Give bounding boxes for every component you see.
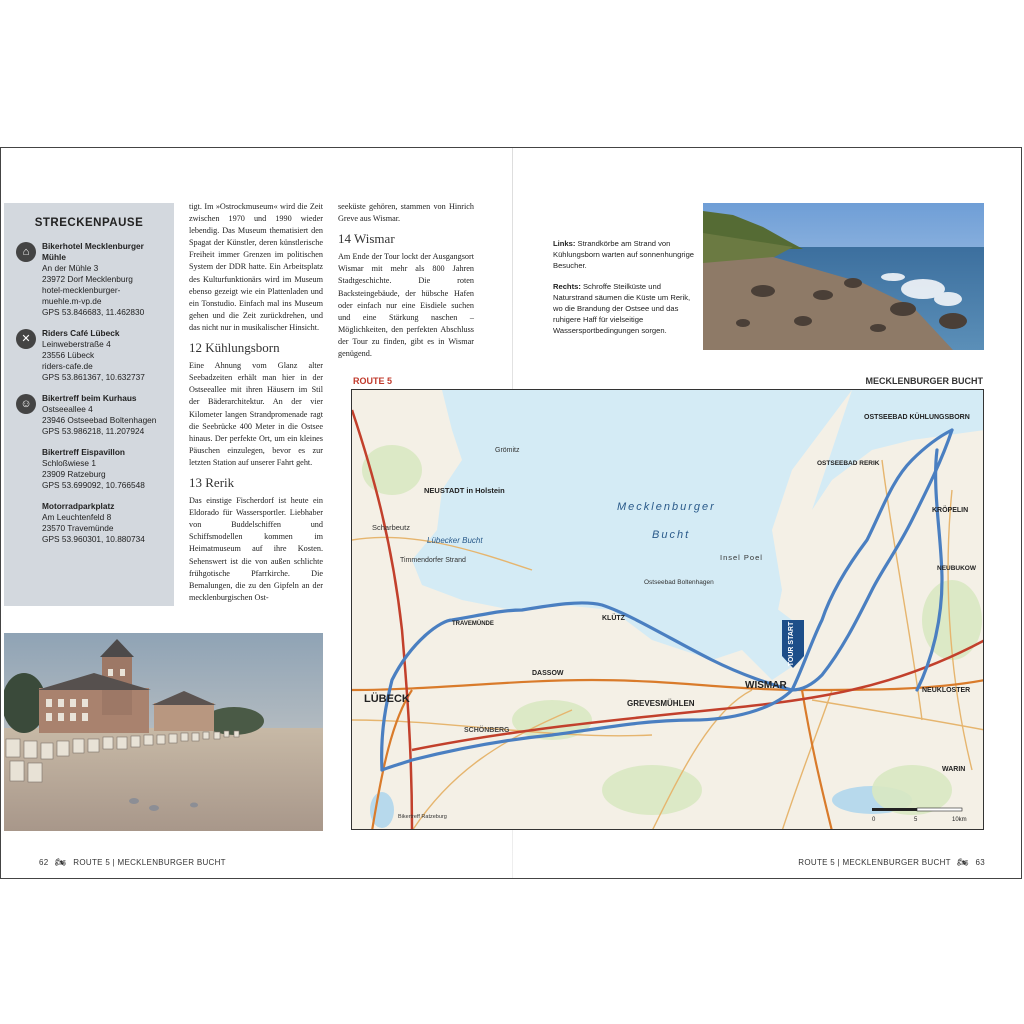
sidebar-entry-name: Bikerhotel Mecklenburger Mühle bbox=[42, 241, 144, 262]
page-number-right: 63 bbox=[975, 858, 985, 867]
svg-text:5: 5 bbox=[914, 817, 918, 823]
place-schoenberg: SCHÖNBERG bbox=[464, 727, 510, 734]
heading-wismar: 14 Wismar bbox=[338, 231, 395, 247]
sidebar-entry-line: 23946 Ostseebad Boltenhagen bbox=[42, 415, 157, 425]
place-rerik: OSTSEEBAD RERIK bbox=[817, 460, 880, 467]
caption-left: Links: Strandkörbe am Strand von Kühlungsborn warten auf sonnenhungrige Besucher. bbox=[553, 239, 695, 270]
svg-text:0: 0 bbox=[872, 817, 876, 823]
heading-rerik: 13 Rerik bbox=[189, 474, 235, 490]
text-column-2 bbox=[338, 201, 474, 360]
sidebar-entry-line: GPS 53.986218, 11.207924 bbox=[42, 426, 145, 436]
sidebar-entry-line: An der Mühle 3 bbox=[42, 263, 99, 273]
sidebar-entry-line: Leinweberstraße 4 bbox=[42, 339, 111, 349]
sidebar-entry bbox=[16, 241, 162, 318]
page-number-left: 62 bbox=[39, 858, 49, 867]
photo-captions bbox=[553, 238, 695, 346]
photo-rerik-coast bbox=[703, 203, 984, 350]
heading-kuehlungsborn: 12 Kühlungsborn bbox=[189, 340, 280, 356]
sidebar-entry-line: riders-cafe.de bbox=[42, 361, 93, 371]
text-column-1 bbox=[189, 201, 323, 604]
footer-right bbox=[798, 857, 985, 868]
streckenpause-box bbox=[4, 203, 174, 606]
sidebar-entry bbox=[16, 328, 162, 383]
restaurant-icon: ✕ bbox=[16, 329, 36, 349]
sidebar-entry-line: 23909 Ratzeburg bbox=[42, 469, 106, 479]
svg-text:10km: 10km bbox=[952, 817, 967, 823]
footer-left-text: ROUTE 5 | MECKLENBURGER BUCHT bbox=[73, 858, 226, 867]
sidebar-entry-name: Bikertreff Eispavillon bbox=[42, 447, 125, 457]
place-kluetz: KLÜTZ bbox=[602, 615, 625, 622]
sidebar-entry-line: hotel-mecklenburger- bbox=[42, 285, 121, 295]
place-timmendorf: Timmendorfer Strand bbox=[400, 557, 466, 564]
sidebar-entry-name: Motorradparkplatz bbox=[42, 501, 115, 511]
bay-label: Lübecker Bucht bbox=[427, 536, 483, 545]
place-boltenhagen: Ostseebad Boltenhagen bbox=[644, 579, 714, 586]
bed-icon: ⌂ bbox=[16, 242, 36, 262]
col1-intro: tigt. Im »Ostrockmuseum« wird die Zeit zwischen 1970 und 1990 wieder lebendig. Das Museum thematisiert den Spagat der Künstler, deren künstlerische Freiheit immer Grenzen im politischen System der DDR hatte. Ein Arbeitsplatz des Kulturfunktionärs wird im Museum ebenso gezeigt wie ein Plattenladen und ein Tonstudio. Einfach mal ins Museum gehen und die Zeit zurückdrehen, und das nicht nur in musikalischer Hinsicht. bbox=[189, 202, 323, 332]
place-dassow: DASSOW bbox=[532, 670, 564, 677]
place-wismar: WISMAR bbox=[745, 680, 787, 691]
motorcycle-icon: 🏍 bbox=[55, 857, 67, 867]
sidebar-entries bbox=[16, 241, 162, 545]
sidebar-entry bbox=[16, 393, 162, 437]
place-ratzeburg: Bikertreff Ratzeburg bbox=[398, 814, 447, 820]
place-gromitz: Grömitz bbox=[495, 447, 520, 454]
sea-label-1: Mecklenburger bbox=[617, 501, 716, 513]
place-poel: Insel Poel bbox=[720, 553, 763, 562]
sidebar-entry-line: Schloßwiese 1 bbox=[42, 458, 96, 468]
sidebar-entry-line: 23570 Travemünde bbox=[42, 523, 114, 533]
route-map bbox=[351, 389, 984, 830]
sidebar-entry-line: GPS 53.699092, 10.766548 bbox=[42, 480, 145, 490]
sidebar-entry bbox=[16, 447, 162, 491]
sidebar-entry bbox=[16, 501, 162, 545]
place-luebeck: LÜBECK bbox=[364, 693, 410, 705]
sidebar-entry-line: Ostseeallee 4 bbox=[42, 404, 93, 414]
place-neubukow: NEUBUKOW bbox=[937, 565, 976, 572]
place-kuehlungsborn: OSTSEEBAD KÜHLUNGSBORN bbox=[864, 414, 970, 421]
sidebar-entry-line: Am Leuchtenfeld 8 bbox=[42, 512, 112, 522]
sidebar-entry-line: GPS 53.861367, 10.632737 bbox=[42, 372, 145, 382]
sidebar-entry-name: Bikertreff beim Kurhaus bbox=[42, 393, 137, 403]
sidebar-entry-line: 23972 Dorf Mecklenburg bbox=[42, 274, 133, 284]
caption-right: Rechts: Schroffe Steilküste und Naturstrand säumen die Küste um Rerik, wo die Brandung der Ostsee und das ruhigere Haff für vielseitige Wassersportbedingungen sorgen. bbox=[553, 282, 691, 335]
place-kroepelin: KRÖPELIN bbox=[932, 507, 969, 514]
place-neustadt: NEUSTADT in Holstein bbox=[424, 486, 505, 495]
place-scharbeutz: Scharbeutz bbox=[372, 523, 410, 532]
place-grevesmuehlen: GREVESMÜHLEN bbox=[627, 699, 695, 708]
col1-para-rerik: Das einstige Fischerdorf ist heute ein Eldorado für Wassersportler. Liebhaber von Buddelschiffen und Schiffsmodellen kommen im Heimatmuseum auf ihre Kosten. Sehenswert ist die von außen schlichte frühgotische Pfarrkirche. Die Bemalungen, die zu den Gipfeln an der mecklenburgischen Ost- bbox=[189, 496, 323, 602]
photo-kuehlungsborn-beach bbox=[4, 633, 323, 831]
sidebar-entry-line: 23556 Lübeck bbox=[42, 350, 95, 360]
sidebar-entry-line: GPS 53.846683, 11.462830 bbox=[42, 307, 145, 317]
motorcycle-icon: 🏍 bbox=[957, 857, 969, 867]
sea-label-2: Bucht bbox=[652, 529, 691, 541]
footer-left bbox=[39, 857, 226, 868]
place-travemuende: TRAVEMÜNDE bbox=[452, 621, 494, 627]
sidebar-entry-line: muehle.m-vp.de bbox=[42, 296, 102, 306]
place-neukloster: NEUKLOSTER bbox=[922, 687, 971, 694]
map-route-label: ROUTE 5 bbox=[353, 376, 393, 386]
book-spread bbox=[0, 147, 1022, 879]
col2-intro: seeküste gehören, stammen von Hinrich Greve aus Wismar. bbox=[338, 202, 474, 224]
map-region-label: MECKLENBURGER BUCHT bbox=[865, 376, 983, 386]
place-warin: WARIN bbox=[942, 766, 966, 773]
col1-para-kuehlungsborn: Eine Ahnung vom Glanz alter Seebadzeiten erhält man hier in der Ostseeallee mit ihren Häusern im Stil der Bäderarchitektur. An der vier Kilometer langen Strandpromenade ragt die Seebrücke 400 Meter in die Ostsee hinaus. Der perfekte Ort, um ein kleines Päuschen einzulegen, bevor es zur letzten Station auf unserer Fahrt geht. bbox=[189, 361, 323, 467]
tour-start-label: TOUR START bbox=[788, 621, 795, 667]
sidebar-title: STRECKENPAUSE bbox=[34, 217, 144, 229]
footer-right-text: ROUTE 5 | MECKLENBURGER BUCHT bbox=[798, 858, 951, 867]
col2-para-wismar: Am Ende der Tour lockt der Ausgangsort Wismar mit mehr als 800 Jahren Stadtgeschichte. Die roten Backsteingebäude, der hübsche Hafen oder einfach nur eine Eisdiele suchen und eine Stärkung naschen – Möglichkeiten, den perfekten Abschluss der Tour zu finden, gibt es in Wismar genügend. bbox=[338, 252, 474, 359]
group-icon: ☺ bbox=[16, 394, 36, 414]
sidebar-entry-line: GPS 53.960301, 10.880734 bbox=[42, 534, 145, 544]
sidebar-entry-name: Riders Café Lübeck bbox=[42, 328, 120, 338]
